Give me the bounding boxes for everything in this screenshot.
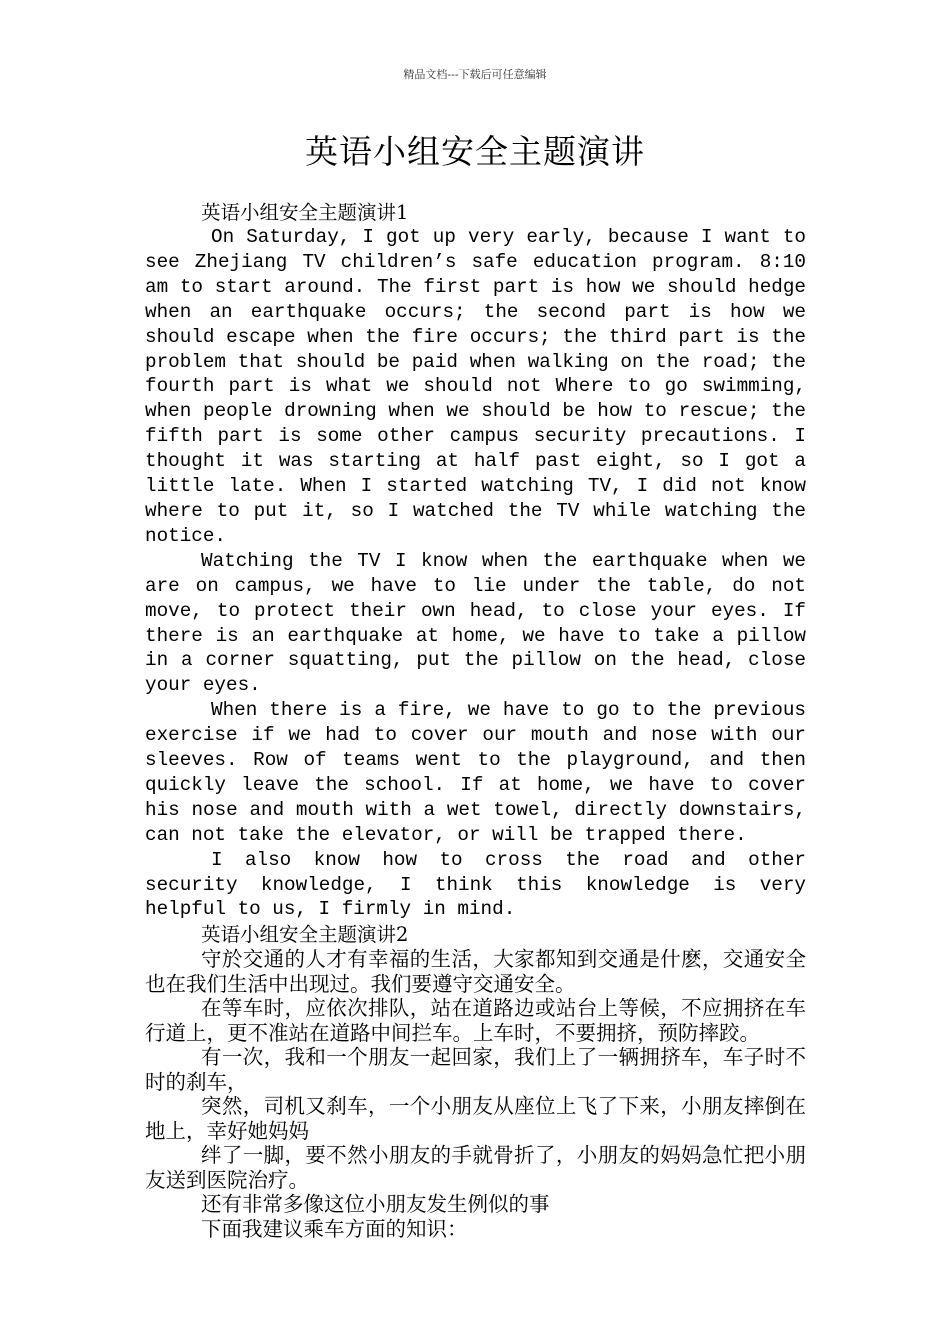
paragraph-2-2: 在等车时，应依次排队，站在道路边或站台上等候，不应拥挤在车行道上，更不准站在道路中间拦车。上车时，不要拥挤，预防摔跤。 (145, 996, 806, 1045)
paragraph-2-7: 下面我建议乘车方面的知识： (201, 1216, 468, 1241)
paragraph-2-4: 突然，司机又刹车，一个小朋友从座位上飞了下来，小朋友摔倒在地上，幸好她妈妈 (145, 1094, 806, 1143)
section-heading-1: 英语小组安全主题演讲1 (201, 201, 409, 224)
paragraph-2-6: 还有非常多像这位小朋友发生例似的事 (201, 1192, 550, 1217)
document-body (145, 200, 806, 1241)
paragraph-1-2: Watching the TV I know when the earthquake when we are on campus, we have to lie under the table, do not move, to protect their own head, to close your eyes. If there is an earthquake at home, we have to take a pillow in a corner squatting, put the pillow on the head, close your eyes. (145, 549, 806, 697)
paragraph-1-1: On Saturday, I got up very early, because I want to see Zhejiang TV children’s safe education program. 8:10 am to start around. The first part is how we should hedge when an earthquake occurs; the second part is how we should escape when the fire occurs; the third part is the problem that should be paid when walking on the road; the fourth part is what we should not Where to go swimming, when people drowning when we should be how to rescue; the fifth part is some other campus security precautions. I thought it was starting at half past eight, so I got a little late. When I started watching TV, I did not know where to put it, so I watched the TV while watching the notice. (145, 226, 806, 547)
paragraph-1-3: When there is a fire, we have to go to the previous exercise if we had to cover our mouth and nose with our sleeves. Row of teams went to the playground, and then quickly leave the school. If at home, we have to cover his nose and mouth with a wet towel, directly downstairs, can not take the elevator, or will be trapped there. (145, 699, 806, 846)
paragraph-2-3: 有一次，我和一个朋友一起回家，我们上了一辆拥挤车，车子时不时的刹车， (145, 1045, 806, 1094)
paragraph-1-4: I also know how to cross the road and other security knowledge, I think this knowledge is very helpful to us, I firmly in mind. (145, 848, 806, 921)
paragraph-2-5: 绊了一脚，要不然小朋友的手就骨折了，小朋友的妈妈急忙把小朋友送到医院治疗。 (145, 1143, 806, 1192)
paragraph-2-1: 守於交通的人才有幸福的生活，大家都知到交通是什麽，交通安全也在我们生活中出现过。我们要遵守交通安全。 (145, 947, 806, 996)
section-heading-2: 英语小组安全主题演讲2 (201, 923, 409, 947)
header-note: 精品文档---下载后可任意编辑 (403, 68, 547, 81)
document-title: 英语小组安全主题演讲 (305, 132, 645, 171)
